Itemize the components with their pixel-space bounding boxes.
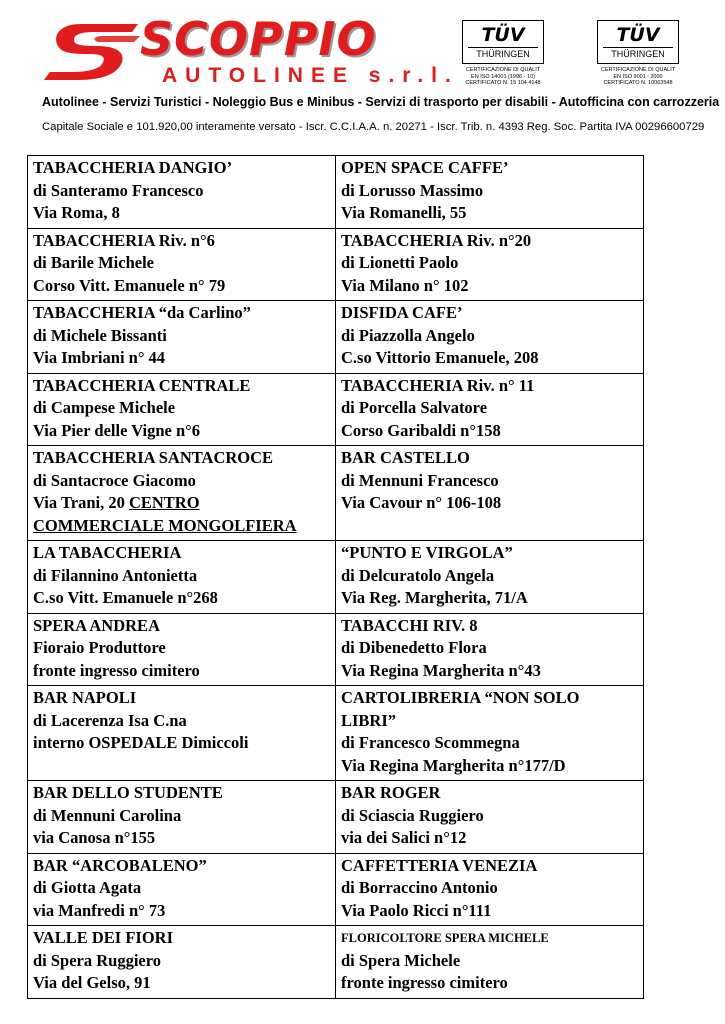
retailer-cell: [28, 686, 336, 781]
retailer-address: Via Roma, 8: [33, 203, 120, 222]
table-row: [28, 686, 644, 781]
letterhead: [0, 0, 725, 140]
retailer-name: TABACCHERIA SANTACROCE: [33, 448, 274, 467]
retailer-address: Via Trani, 20: [33, 493, 125, 512]
retailer-cell: [336, 446, 644, 541]
retailer-cell: [28, 613, 336, 686]
cert-line: EN ISO 14001 (1996 - 10): [471, 73, 535, 80]
retailer-address: Via Regina Margherita n°43: [341, 660, 541, 680]
retailer-name: BAR NAPOLI: [33, 688, 137, 707]
table-row: [28, 156, 644, 229]
retailer-owner: di Lionetti Paolo: [341, 253, 459, 272]
location-note: CENTRO: [128, 493, 200, 512]
tuv-logo-text: TÜV: [616, 23, 660, 46]
retailer-name: VALLE DEI FIORI: [33, 928, 173, 947]
retailer-owner: Fioraio Produttore: [33, 638, 166, 657]
retailer-address: Via Imbriani n° 44: [33, 348, 166, 367]
retailer-cell: [28, 926, 336, 999]
table-row: [28, 853, 644, 926]
retailer-owner: di Giotta Agata: [33, 878, 142, 897]
retailer-owner: di Borraccino Antonio: [341, 878, 498, 897]
cert-line: CERTIFICAZIONE DI QUALIT: [465, 67, 541, 73]
services-tagline: Autolinee - Servizi Turistici - Noleggio Bus e Minibus - Servizi di trasporto per disabili - Autofficina con carrozzeria: [42, 95, 720, 109]
retailer-owner: di Porcella Salvatore: [341, 398, 488, 417]
retailer-owner: di Francesco Scommegna: [341, 733, 520, 752]
retailer-owner: di Lacerenza Isa C.na: [33, 710, 187, 730]
retailer-address: Via Paolo Ricci n°111: [341, 900, 492, 920]
location-note: COMMERCIALE MONGOLFIERA: [33, 515, 297, 535]
retailer-cell: [336, 228, 644, 301]
retailer-name: LIBRI”: [341, 710, 397, 730]
retailer-cell: [28, 446, 336, 541]
retailer-cell: [28, 228, 336, 301]
retailer-name: BAR “ARCOBALENO”: [33, 855, 207, 875]
table-row: [28, 228, 644, 301]
table-row: [28, 446, 644, 541]
retailer-address: via Manfredi n° 73: [33, 900, 166, 920]
table-row: [28, 781, 644, 854]
retailer-name: CARTOLIBRERIA “NON SOLO: [341, 688, 580, 707]
retailer-cell: [336, 686, 644, 781]
retailer-cell: [336, 853, 644, 926]
retailer-name: CAFFETTERIA VENEZIA: [341, 855, 538, 875]
retailer-owner: di Sciascia Ruggiero: [341, 805, 484, 825]
retailer-address: via dei Salici n°12: [341, 828, 467, 847]
table-row: [28, 301, 644, 374]
retailer-name: FLORICOLTORE SPERA MICHELE: [341, 931, 549, 945]
retailer-address: Corso Garibaldi n°158: [341, 420, 501, 440]
retailer-owner: di Barile Michele: [33, 253, 154, 272]
retailer-owner: di Santeramo Francesco: [33, 180, 204, 200]
company-brand: SCOPPIO: [140, 12, 377, 66]
retailer-address: C.so Vitt. Emanuele n°268: [33, 588, 218, 607]
retailer-address: Via Romanelli, 55: [341, 203, 467, 222]
retailer-owner: di Campese Michele: [33, 398, 176, 417]
retailer-address: Via Cavour n° 106-108: [341, 493, 502, 512]
retailer-name: DISFIDA CAFE’: [341, 303, 463, 322]
retailer-owner: di Delcuratolo Angela: [341, 565, 495, 585]
retailer-address: fronte ingresso cimitero: [341, 973, 508, 992]
retailer-cell: [336, 781, 644, 854]
tuv-certificate-iso14001: [462, 20, 544, 87]
cert-line: CERTIFICATO N. 15 104 4148: [465, 80, 541, 87]
table-row: [28, 541, 644, 614]
retailer-address: Corso Vitt. Emanuele n° 79: [33, 275, 226, 295]
retailer-cell: [28, 301, 336, 374]
retailer-cell: [28, 373, 336, 446]
retailer-name: TABACCHERIA Riv. n°6: [33, 230, 215, 250]
retailer-owner: di Mennuni Carolina: [33, 805, 182, 825]
table-row: [28, 613, 644, 686]
retailer-name: TABACCHERIA Riv. n° 11: [341, 375, 535, 395]
retailer-name: TABACCHERIA Riv. n°20: [341, 230, 532, 250]
retailer-address: Via Pier delle Vigne n°6: [33, 420, 201, 440]
retailer-owner: di Spera Michele: [341, 950, 461, 970]
retailer-cell: [336, 613, 644, 686]
retailer-name: TABACCHI RIV. 8: [341, 615, 478, 635]
retailer-address: Via Reg. Margherita, 71/A: [341, 588, 528, 607]
table-row: [28, 373, 644, 446]
retailer-name: OPEN SPACE CAFFE’: [341, 158, 509, 177]
retailer-cell: [28, 781, 336, 854]
retailer-address: Via Milano n° 102: [341, 275, 469, 295]
retailer-cell: [28, 156, 336, 229]
retailer-name: BAR DELLO STUDENTE: [33, 783, 223, 802]
retailer-owner: di Spera Ruggiero: [33, 950, 162, 970]
tuv-region: THÜRINGEN: [603, 47, 673, 59]
scoppio-logo-icon: [42, 20, 142, 84]
retailer-name: LA TABACCHERIA: [33, 543, 182, 562]
company-subtitle: AUTOLINEE s.r.l.: [162, 64, 459, 87]
retailer-address: Via Regina Margherita n°177/D: [341, 755, 566, 775]
retailer-list-table: [27, 155, 644, 999]
retailer-owner: di Santacroce Giacomo: [33, 470, 196, 490]
retailer-cell: [336, 156, 644, 229]
retailer-cell: [28, 853, 336, 926]
retailer-name: TABACCHERIA CENTRALE: [33, 375, 251, 395]
retailer-address: [33, 492, 330, 515]
retailer-address: Via del Gelso, 91: [33, 973, 151, 992]
retailer-owner: di Mennuni Francesco: [341, 470, 499, 490]
company-registration-info: Capitale Sociale e 101.920,00 interamente versato - Iscr. C.C.I.A.A. n. 20271 - Iscr. Trib. n. 4393 Reg. Soc. Partita IVA 00296600729: [42, 121, 705, 133]
retailer-cell: [336, 541, 644, 614]
retailer-address: fronte ingresso cimitero: [33, 660, 200, 680]
retailer-owner: di Filannino Antonietta: [33, 565, 198, 585]
retailer-owner: di Michele Bissanti: [33, 325, 167, 345]
tuv-logo-text: TÜV: [481, 23, 525, 46]
retailer-owner: di Lorusso Massimo: [341, 180, 484, 200]
cert-line: EN ISO 9001 : 2000: [613, 73, 663, 80]
retailer-name: “PUNTO E VIRGOLA”: [341, 543, 513, 562]
table-row: [28, 926, 644, 999]
cert-line: CERTIFICAZIONE DI QUALIT: [600, 67, 676, 73]
cert-line: CERTIFICATO N. 10063548: [603, 80, 673, 87]
retailer-cell: [336, 301, 644, 374]
retailer-name: TABACCHERIA DANGIO’: [33, 158, 233, 177]
retailer-address: C.so Vittorio Emanuele, 208: [341, 348, 539, 367]
retailer-address: interno OSPEDALE Dimiccoli: [33, 733, 249, 752]
retailer-address: via Canosa n°155: [33, 828, 156, 847]
retailer-name: SPERA ANDREA: [33, 615, 160, 635]
tuv-certificate-iso9001: [597, 20, 679, 87]
retailer-name: TABACCHERIA “da Carlino”: [33, 303, 251, 322]
retailer-name: BAR ROGER: [341, 783, 441, 802]
retailer-owner: di Dibenedetto Flora: [341, 638, 487, 657]
retailer-cell: [336, 373, 644, 446]
tuv-region: THÜRINGEN: [468, 47, 538, 59]
retailer-cell: [28, 541, 336, 614]
retailer-owner: di Piazzolla Angelo: [341, 325, 475, 345]
retailer-name: BAR CASTELLO: [341, 448, 470, 467]
retailer-cell: [336, 926, 644, 999]
